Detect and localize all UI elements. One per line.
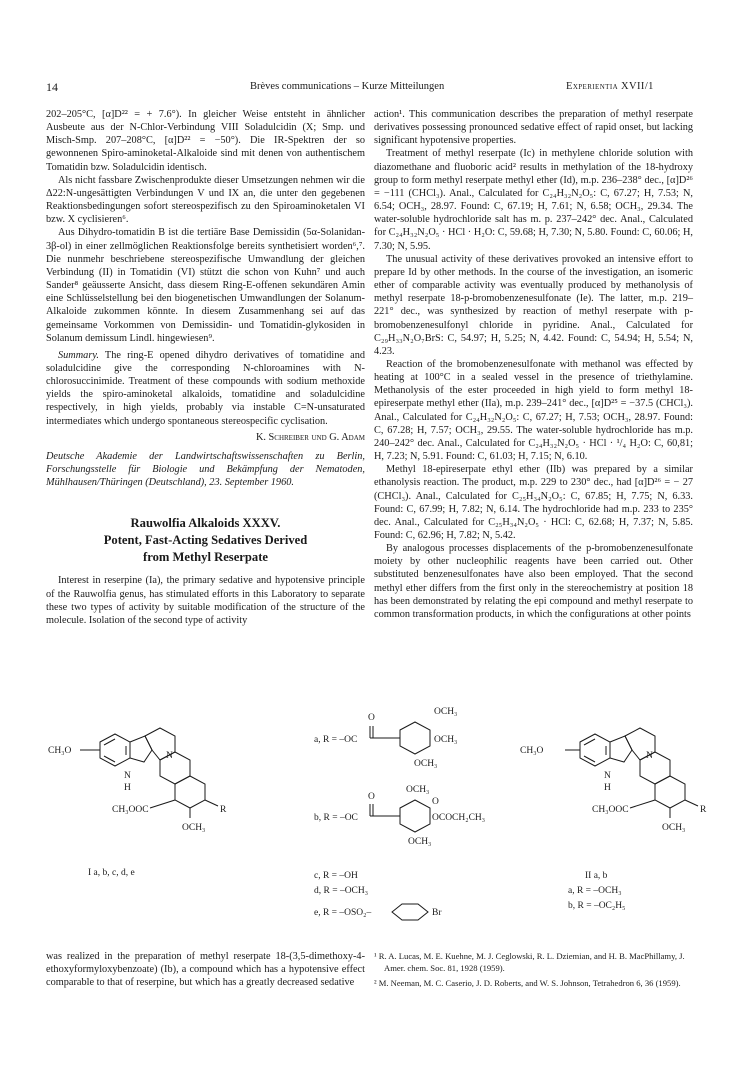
- structure-drawing: [0, 700, 740, 935]
- paragraph: The unusual activity of these derivatives provoked an intensive effort to prepare Id by other methods. In the course of the investigation, an isomeric ether of comparable activity was eventually produced by methanolysis of methyl reserpate 18-p-bromobenzenesulfonate (Ie). The latter, m.p. 219–221° dec., was synthesized by reaction of methyl reserpate with p-bromobenzenesulfonyl chloride in pyridine. Anal., Calculated for C₂₉H₃₃N₂O₇BrS: C, 54.97; H, 5.25; N, 4.42. Found: C, 54.94; H, 5.54; N, 4.23.: [374, 253, 693, 357]
- article-title: [46, 515, 365, 566]
- title-line: Rauwolfia Alkaloids XXXV.: [130, 516, 281, 531]
- label-n: N: [604, 771, 611, 781]
- paragraph: By analogous processes displacements of the p-bromobenzenesulfonate moiety by other nucleophilic reagents have been carried out. Other substituted benzenesulfonates have also been employed. That the second methyl ether differs from the first only in the stereochemistry at position 18 has been demonstrated by relating the epi compound and methyl reserpate to common transformation products, in which the configurations at other points: [374, 543, 693, 620]
- left-column-bottom: [46, 950, 365, 989]
- substituent-c: c, R = –OH: [314, 871, 358, 881]
- substituent-a: a, R = –OC: [314, 735, 358, 745]
- label-ester: CH₃OOC: [592, 805, 629, 815]
- right-column: [374, 108, 693, 621]
- label-o: O: [368, 713, 375, 723]
- summary-text: The ring-E opened dihydro derivatives of tomatidine and soladulcidine give the corresponding N-chloroamines with N-chlorosuccinimide. Treatment of these compounds with sodium methoxide yields the spiro-aminoketal alkaloids, tomatidine and soladulcidine respectively, in high yields, probably via instable C=N-unsaturated intermediates which undergo spontaneous stereospecific cyclisation.: [46, 349, 365, 427]
- label-och3: OCH₃: [662, 823, 686, 833]
- compound-label-i: I a, b, c, d, e: [88, 868, 135, 878]
- paragraph: Interest in reserpine (Ia), the primary sedative and hypotensive principle of the Rauwolfia genus, has stimulated efforts in this Laboratory to separate these two types of activity by suitable modification of the structure of the molecule. Isolation of the second type of activity: [46, 575, 365, 626]
- substituent-iia: a, R = –OCH₃: [568, 886, 622, 896]
- label-n: N: [166, 751, 173, 761]
- label-ococh2ch3: OCOCH₂CH₃: [432, 813, 486, 823]
- pyrrole-ring: [130, 736, 152, 762]
- compound-label-ii: II a, b: [585, 871, 608, 881]
- footnotes: [374, 950, 693, 989]
- label-o: O: [368, 792, 375, 802]
- aryl-ring-e: [392, 904, 428, 920]
- ring-d: [640, 752, 670, 784]
- affiliation: Deutsche Akademie der Landwirtschaftswissenschaften zu Berlin, Forschungsstelle für Biologie und Bekämpfung der Nematoden, Mühlhausen/Thüringen (Deutschland), 23. September 1960.: [46, 450, 365, 489]
- chemical-structures-figure: [0, 700, 740, 935]
- label-ch3o: CH₃O: [520, 746, 544, 756]
- label-br: Br: [432, 908, 442, 918]
- label-r: R: [700, 805, 707, 815]
- paragraph: Treatment of methyl reserpate (Ic) in methylene chloride solution with diazomethane and fluoboric acid² results in methylation of the 18-hydroxy group to form methyl reserpate methyl ether (Id), m.p. 236–238° dec., [α]D²⁶ = −111 (CHCl₃). Anal., Calculated for C₂₄H₃₂N₂O₅: C, 67.27; H, 7.53; N, 6.54; OCH₃, 28.97. Found: C, 67.19; H, 7.61; N, 6.58; OCH₃, 29.34. The water-soluble hydrochloride salt has m. p. 237–242° dec. Anal., Calculated for C₂₄H₃₂N₂O₅ · HCl · H₂O: C, 59.68; H, 7.30; N, 5.80. Found: C, 60.06; H, 7.30; N, 5.95.: [374, 148, 693, 252]
- left-column: [46, 108, 365, 627]
- summary-paragraph: [46, 349, 365, 428]
- label-och3: OCH₃: [414, 759, 438, 769]
- label-och3: OCH₃: [406, 785, 430, 795]
- substituent-e: e, R = –OSO₂–: [314, 908, 372, 918]
- ring-e: [175, 776, 205, 808]
- paragraph: Aus Dihydro-tomatidin B ist die tertiäre Base Demissidin (5α-Solanidan-3β-ol) in einer zellmöglichen Reaktionsfolge bereits synthetisiert worden⁶,⁷. Die nunmehr beschriebene stereospezifische Umwandlung der gleichen Verbindung (II) in Tomatidin (VI) stützt die schon von Kuhn⁷ und auch Sander⁸ geäusserte Ansicht, dass diesem Ring-E-offenen sekundären Amin eine Schlüsselstellung bei den biogenetischen Umwandlungen der Solanum-Alkaloide zukommen könnte. In diesem Zusammenhang sei auf das gemeinsame Vorkommen von Demissidin- und Tomatidin-glykosiden in Solanum demissum Lindl. hingewiesen⁹.: [46, 227, 365, 344]
- summary-label: Summary.: [58, 349, 99, 361]
- paragraph: 202–205°C, [α]D²² = + 7.6°). In gleicher Weise entsteht in ähnlicher Ausbeute aus der N-Chlor-Verbindung VIII Soladulcidin (X; Smp. und Misch-Smp. 207–208°C, [α]D²² = −50°). Die IR-Spektren der so gewonnenen Spiro-aminoketal-Alkaloide sind mit denen von authentischem Tomatidin bzw. Soladulcidin identisch.: [46, 109, 365, 173]
- footnote-1: ¹ R. A. Lucas, M. E. Kuehne, M. J. Ceglowski, R. L. Dziemian, and H. B. MacPhillamy, J. Amer. chem. Soc. 81, 1928 (1959).: [374, 951, 685, 974]
- substituent-b: b, R = –OC: [314, 813, 358, 823]
- label-o: O: [432, 797, 439, 807]
- aryl-ring-b: [400, 800, 430, 832]
- authors: K. Schreiber und G. Adam: [255, 431, 365, 443]
- label-och3: OCH₃: [408, 837, 432, 847]
- label-r: R: [220, 805, 227, 815]
- label-ester: CH₃OOC: [112, 805, 149, 815]
- paragraph: Methyl 18-epireserpate ethyl ether (IIb) was prepared by a similar ethanolysis reaction. The product, m.p. 229 to 230° dec., had [α]D²⁶ = − 27 (CHCl₃). Anal., Calculated for C₂₅H₃₄N₂O₅: C, 67.85; H, 7.75; N, 6.33. Found: C, 67.99; H, 7.82; N, 6.14. The hydrochloride had m.p. 233 to 235° dec. Anal., Calculated for C₂₅H₃₄N₂O₅ · HCl: C, 62.68; H, 7.37; N, 5.85. Found: C, 62.96; H, 7.82; N, 5.42.: [374, 464, 693, 541]
- paragraph: action¹. This communication describes the preparation of methyl reserpate derivatives possessing pronounced sedative effect of rapid onset, but lacking significant hypotensive properties.: [374, 109, 693, 147]
- aryl-ring-a: [400, 722, 430, 754]
- pyrrole-ring: [610, 736, 632, 762]
- ring-e: [655, 776, 685, 808]
- running-header: Brèves communications – Kurze Mitteilungen: [250, 81, 445, 92]
- label-h: H: [604, 783, 611, 793]
- label-och3: OCH₃: [434, 707, 458, 717]
- journal-name: Experientia XVII/1: [566, 81, 654, 92]
- ring-d: [160, 752, 190, 784]
- title-line: from Methyl Reserpate: [143, 550, 268, 565]
- title-line: Potent, Fast-Acting Sedatives Derived: [103, 533, 308, 548]
- paragraph: Reaction of the bromobenzenesulfonate with methanol was effected by heating at 100°C in a sealed vessel in the presence of triethylamine. Methanolysis of the ester proceeded in high yield to form methyl 18-epireserpate methyl ether (IIa), m.p. 239–241° dec., [α]D²⁵ = −37.5 (CHCl₃). Anal., Calculated for C₂₄H₃₂N₂O₅: C, 67.27; H, 7.53; OCH₃, 28.97. Found: C, 67.28; H, 7.57; OCH₃, 29.55. The water-soluble hydrochloride has m.p. 240–242° dec. Anal., Calculated for C₂₄H₃₂N₂O₅ · HCl · ¹/₄ H₂O: C, 60,81; H, 7.23; N, 5.91. Found: C, 61.03; H, 7.15; N, 6.10.: [374, 358, 693, 463]
- label-ch3o: CH₃O: [48, 746, 72, 756]
- paragraph: Als nicht fassbare Zwischenprodukte dieser Umsetzungen nehmen wir die Δ22:N-ungesättigten Verbindungen V und IX an, die unter den gegebenen Reaktionsbedingungen sofort stereospezifisch zu den Spiroaminoketalen VI bzw. X cyclisieren⁶.: [46, 174, 365, 226]
- substituent-d: d, R = –OCH₃: [314, 886, 369, 896]
- label-och3: OCH₃: [182, 823, 206, 833]
- page-number: 14: [46, 80, 58, 94]
- paragraph: was realized in the preparation of methyl reserpate 18-(3,5-dimethoxy-4-ethoxyformyloxybenzoate) (Ib), a compound which has a hypotensive effect comparable to that of reserpine, but which has a greatly decreased sedative: [46, 951, 365, 989]
- substituent-iib: b, R = –OC₂H₅: [568, 901, 626, 911]
- footnote-2: ² M. Neeman, M. C. Caserio, J. D. Roberts, and W. S. Johnson, Tetrahedron 6, 36 (1959).: [374, 977, 681, 988]
- label-n: N: [124, 771, 131, 781]
- label-n: N: [646, 751, 653, 761]
- label-och3: OCH₃: [434, 735, 458, 745]
- label-h: H: [124, 783, 131, 793]
